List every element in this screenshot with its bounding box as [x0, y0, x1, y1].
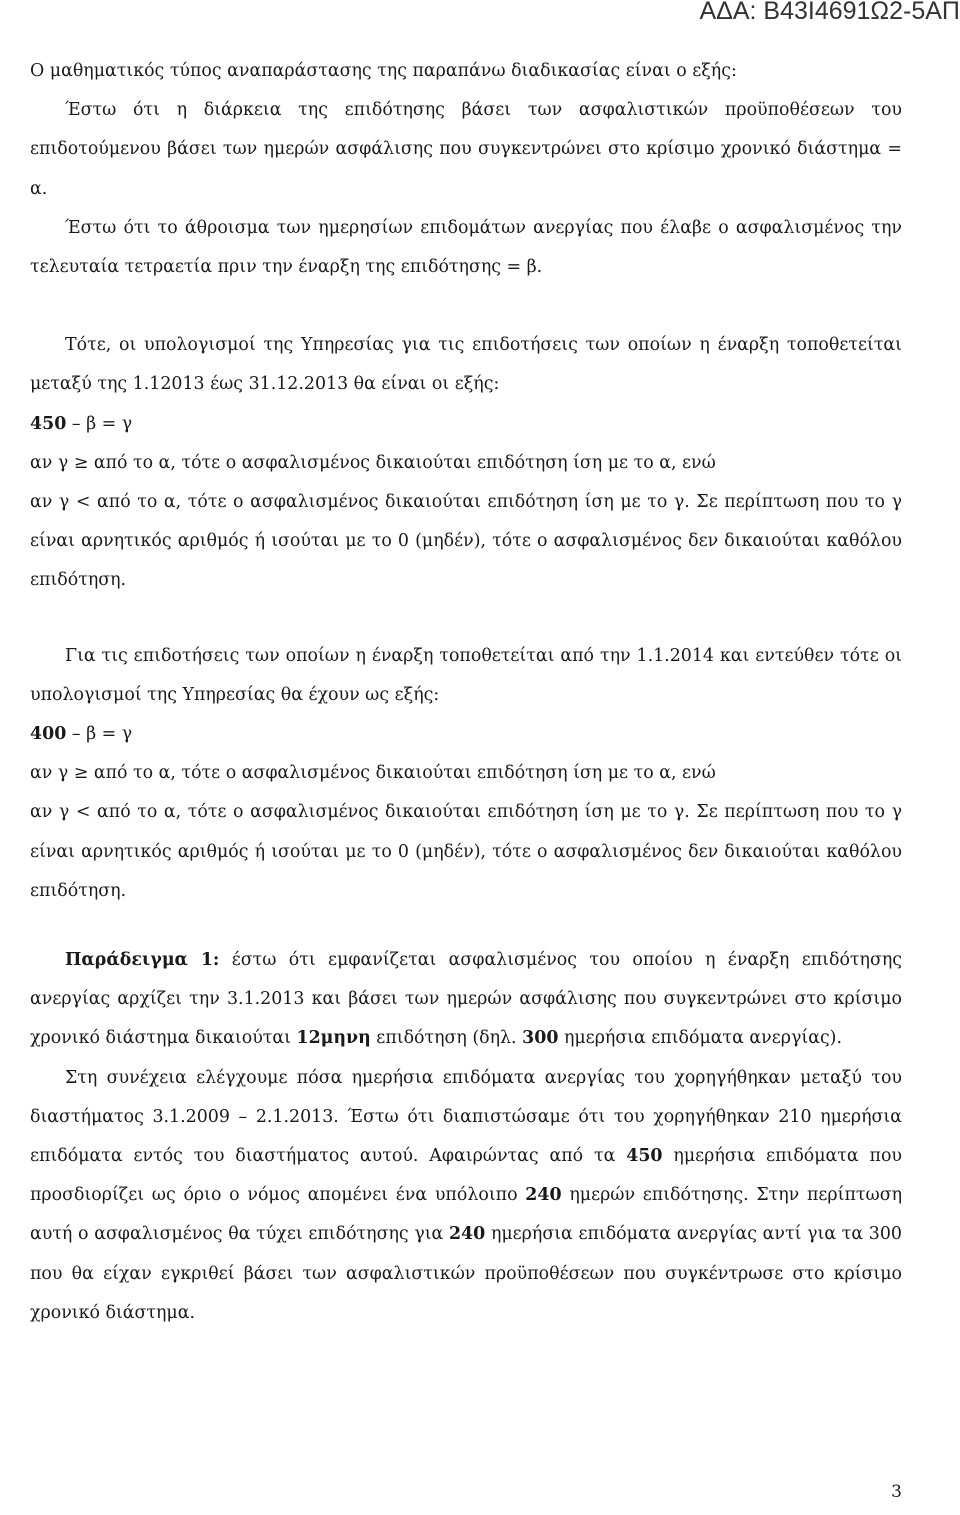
- example-text: ημερήσια επιδόματα ανεργίας).: [558, 1028, 842, 1049]
- example-text: ημερών επιδότησης. Στην περίπτωση αυτή ο ασφαλισμένος θα τύχει επιδότησης για: [30, 1185, 902, 1245]
- example-duration: 12μηνη: [296, 1028, 371, 1049]
- example-days: 300: [522, 1028, 559, 1049]
- example-paragraph-1: [30, 941, 902, 1059]
- formula-2013-rest: – β = γ: [66, 413, 133, 434]
- formula-2013: [30, 405, 902, 444]
- condition-2014-ge: αν γ ≥ από το α, τότε ο ασφαλισμένος δικαιούται επιδότηση ίση με το α, ενώ: [30, 763, 716, 784]
- document-body: [30, 52, 902, 1333]
- spacer: [30, 911, 902, 941]
- example-text: έστω ότι εμφανίζεται ασφαλισμένος του οποίου η έναρξη επιδότησης ανεργίας αρχίζει την 3.1.2013 και βάσει των ημερών ασφάλισης που συγκεντρώνει στο κρίσιμο χρονικό διάστημα δικαιούται: [30, 950, 902, 1049]
- example-granted: 240: [448, 1224, 486, 1245]
- condition-2014-lt: αν γ < από το α, τότε ο ασφαλισμένος δικαιούται επιδότηση ίση με το γ. Σε περίπτωση που το γ είναι αρνητικός αριθμός ή ισούται με το 0 (μηδέν), τότε ο ασφαλισμένος δεν δικαιούται καθόλου επιδότηση.: [30, 802, 902, 901]
- example-paragraph-2: [30, 1059, 902, 1333]
- alpha-definition: Έστω ότι η διάρκεια της επιδότησης βάσει των ασφαλιστικών προϋποθέσεων του επιδοτούμενου βάσει των ημερών ασφάλισης που συγκεντρώνει στο κρίσιμο χρονικό διάστημα = α.: [30, 100, 902, 199]
- period-2013-section: [30, 326, 902, 600]
- example-remainder: 240: [525, 1185, 562, 1206]
- example-limit: 450: [626, 1146, 663, 1167]
- period-2013-intro: Τότε, οι υπολογισμοί της Υπηρεσίας για τις επιδοτήσεις των οποίων η έναρξη τοποθετείται μεταξύ της 1.12013 έως 31.12.2013 θα είναι οι εξής:: [30, 335, 902, 395]
- example-text: ημερήσια επιδόματα που προσδιορίζει ως όριο ο νόμος απομένει ένα υπόλοιπο: [30, 1146, 902, 1206]
- formula-2014-number: 400: [30, 724, 67, 745]
- period-2014-intro: Για τις επιδοτήσεις των οποίων η έναρξη τοποθετείται από την 1.1.2014 και εντεύθεν τότε οι υπολογισμοί της Υπηρεσίας θα έχουν ως εξής:: [30, 645, 902, 705]
- period-2014-section: [30, 637, 902, 911]
- example-label: Παράδειγμα 1:: [65, 950, 220, 971]
- formula-2014-rest: – β = γ: [66, 724, 133, 745]
- example-section: [30, 941, 902, 1333]
- spacer: [30, 601, 902, 637]
- formula-2014: [30, 715, 902, 754]
- condition-2013-ge: αν γ ≥ από το α, τότε ο ασφαλισμένος δικαιούται επιδότηση ίση με το α, ενώ: [30, 452, 716, 473]
- beta-definition: Έστω ότι το άθροισμα των ημερησίων επιδομάτων ανεργίας που έλαβε ο ασφαλισμένος την τελευταία τετραετία πριν την έναρξη της επιδότησης = β.: [30, 217, 902, 278]
- example-text: επιδότηση (δηλ.: [370, 1028, 523, 1049]
- spacer: [30, 287, 902, 326]
- intro-paragraph: Ο μαθηματικός τύπος αναπαράστασης της παραπάνω διαδικασίας είναι ο εξής:: [30, 61, 737, 81]
- example-text: ημερήσια επιδόματα ανεργίας αντί για τα 300 που θα είχαν εγκριθεί βάσει των ασφαλιστικών προϋποθέσεων που συγκέντρωσε στο κρίσιμο χρονικό διάστημα.: [30, 1224, 902, 1323]
- condition-2013-lt: αν γ < από το α, τότε ο ασφαλισμένος δικαιούται επιδότηση ίση με το γ. Σε περίπτωση που το γ είναι αρνητικός αριθμός ή ισούται με το 0 (μηδέν), τότε ο ασφαλισμένος δεν δικαιούται καθόλου επιδότηση.: [30, 492, 902, 591]
- formula-2013-number: 450: [30, 413, 67, 434]
- page-number: 3: [891, 1482, 902, 1502]
- document-id: ΑΔΑ: Β43Ι4691Ω2-5ΑΠ: [699, 0, 960, 25]
- example-text: Στη συνέχεια ελέγχουμε πόσα ημερήσια επιδόματα ανεργίας του χορηγήθηκαν μεταξύ του διαστήματος 3.1.2009 – 2.1.2013. Έστω ότι διαπιστώσαμε ότι του χορηγήθηκαν 210 ημερήσια επιδόματα εντός του διαστήματος αυτού. Αφαιρώντας από τα: [30, 1067, 902, 1167]
